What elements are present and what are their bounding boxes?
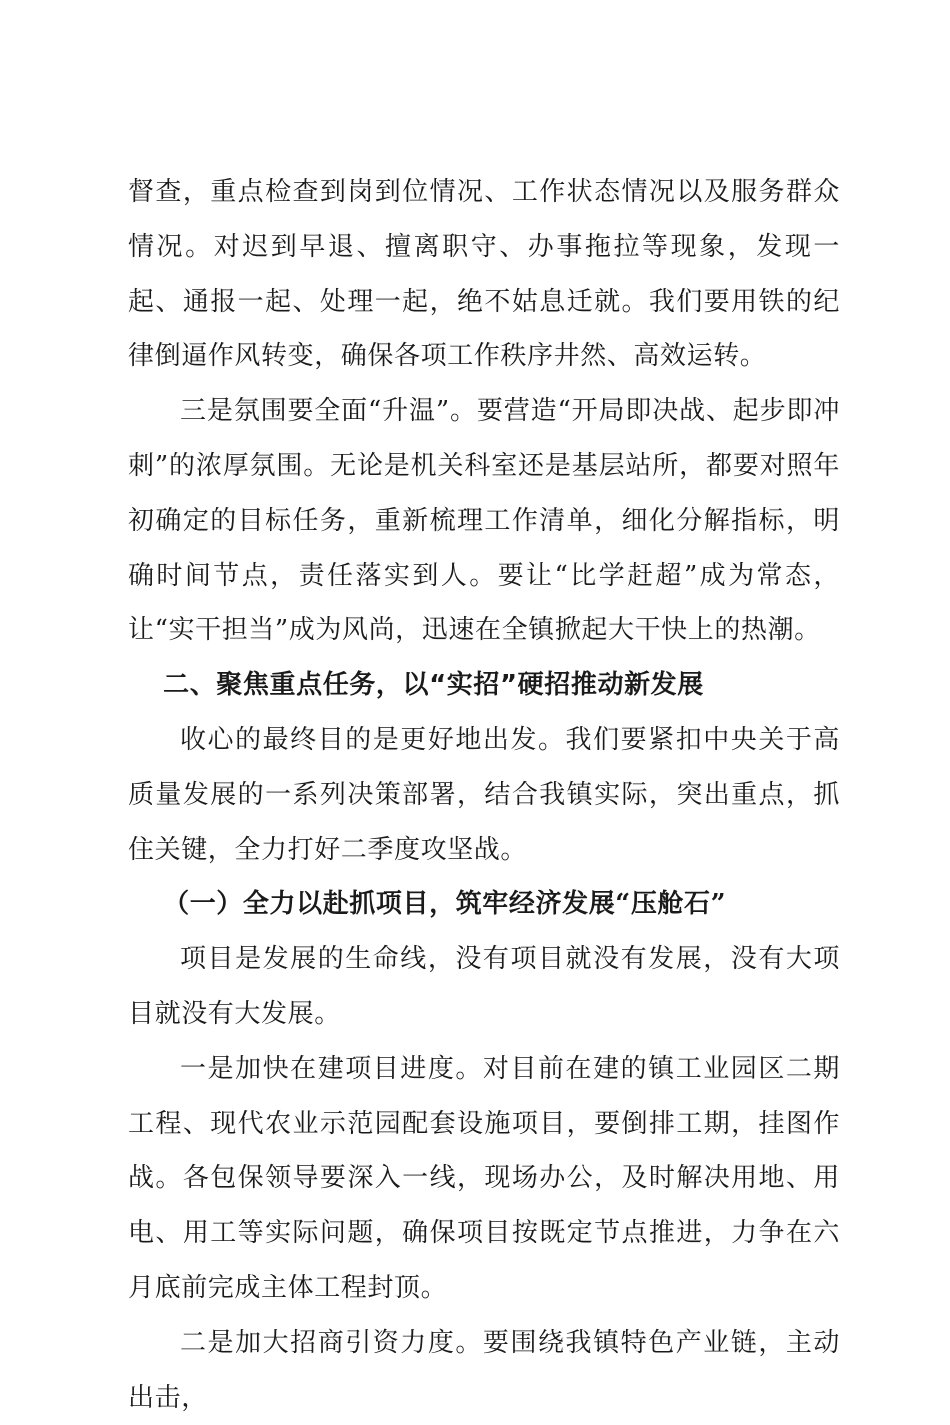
paragraph-inspection-continued: 督查，重点检查到岗到位情况、工作状态情况以及服务群众情况。对迟到早退、擅离职守、办事拖拉等现象，发现一起、通报一起、处理一起，绝不姑息迁就。我们要用铁的纪律倒逼作风转变，确保各项工作秩序井然、高效运转。	[128, 177, 840, 372]
subsection-heading-1: （一）全力以赴抓项目，筑牢经济发展“压舱石”	[163, 889, 727, 920]
paragraph-projects-lifeline: 项目是发展的生命线，没有项目就没有发展，没有大项目就没有大发展。	[128, 944, 840, 1029]
section-heading-2: 二、聚焦重点任务，以“实招”硬招推动新发展	[163, 670, 704, 701]
paragraph-section-intro: 收心的最终目的是更好地出发。我们要紧扣中央关于高质量发展的一系列决策部署，结合我镇实际，突出重点，抓住关键，全力打好二季度攻坚战。	[128, 724, 840, 865]
paragraph-atmosphere: 三是氛围要全面“升温”。要营造“开局即决战、起步即冲刺”的浓厚氛围。无论是机关科室还是基层站所，都要对照年初确定的目标任务，重新梳理工作清单，细化分解指标，明确时间节点，责任落实到人。要让“比学赶超”成为常态，让“实干担当”成为风尚，迅速在全镇掀起大干快上的热潮。	[128, 396, 840, 646]
paragraph-investment: 二是加大招商引资力度。要围绕我镇特色产业链，主动出击，	[128, 1327, 840, 1413]
paragraph-construction-progress: 一是加快在建项目进度。对目前在建的镇工业园区二期工程、现代农业示范园配套设施项目，要倒排工期，挂图作战。各包保领导要深入一线，现场办公，及时解决用地、用电、用工等实际问题，确保项目按既定节点推进，力争在六月底前完成主体工程封顶。	[128, 1053, 840, 1303]
document-body	[128, 165, 840, 1425]
